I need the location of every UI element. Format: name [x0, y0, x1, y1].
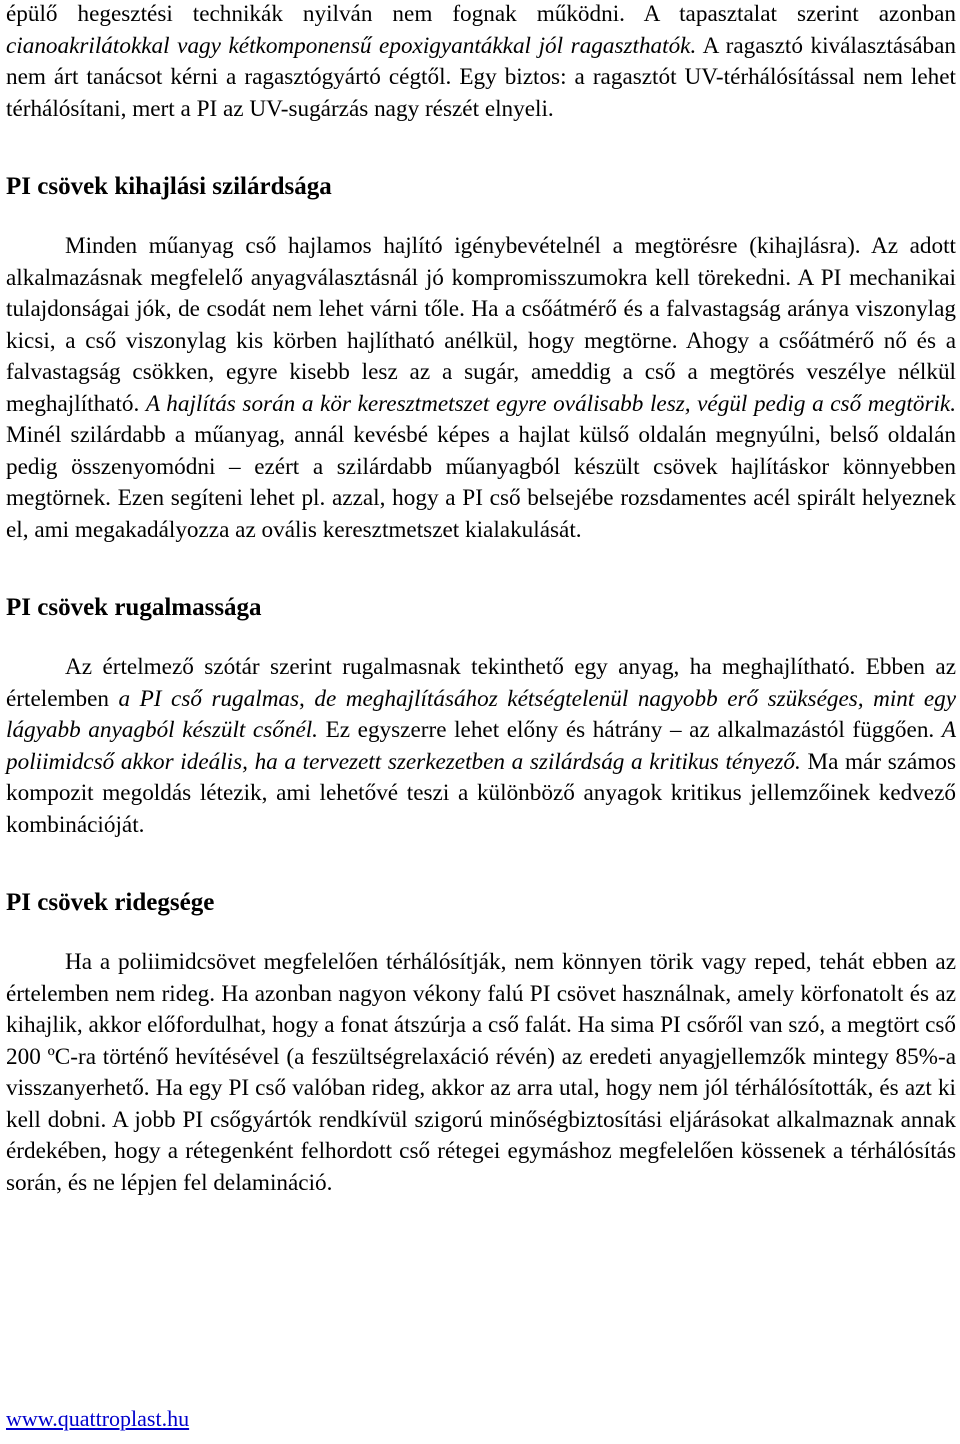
elasticity-text-end: Ma már számos kompozit megoldás létezik, ami lehetővé teszi a különböző anyagok kritikus jellemzőinek kedvező kombinációját. — [6, 748, 956, 838]
document-page — [6, 0, 956, 1199]
intro-text: épülő hegesztési technikák nyilván nem fognak működni. A tapasztalat szerint azonban — [6, 1, 956, 27]
heading-brittleness: PI csövek ridegsége — [6, 889, 215, 916]
elasticity-italic-text-2: A poliimidcső akkor ideális, ha a tervezett szerkezetben a szilárdság a kritikus tényező. — [6, 717, 956, 775]
footer-website-link[interactable]: www.quattroplast.hu — [6, 1406, 190, 1431]
brittleness-text: Ha a poliimidcsövet megfelelően térhálósítják, nem könnyen törik vagy reped, tehát ebben az értelemben nem rideg. Ha azonban nagyon vékony falú PI csövet használnak, amely körfonatolt és az kihajlik, akkor előfordulhat, hogy a fonat átszúrja a cső falát. Ha sima PI csőről van szó, a megtört cső 200 ºC-ra történő hevítésével (a feszültségrelaxáció révén) az eredeti anyagjellemzők mintegy 85%-a visszanyerhető. Ha egy PI cső valóban rideg, akkor az arra utal, hogy nem jól térhálósították, és azt ki kell dobni. A jobb PI csőgyártók rendkívül szigorú minőségbiztosítási eljárásokat alkalmaznak annak érdekében, hogy a rétegenként felhordott cső rétegei egymáshoz megfelelően kössenek a térhálósítás során, és ne lépjen fel delamináció. — [6, 949, 956, 1196]
elasticity-italic-text: a PI cső rugalmas, de meghajlításához kétségtelenül nagyobb erő szükséges, mint egy lágyabb anyagból készült csőnél. — [6, 685, 956, 743]
heading-elasticity: PI csövek rugalmassága — [6, 594, 262, 621]
buckling-italic-text: A hajlítás során a kör keresztmetszet egyre oválisabb lesz, végül pedig a cső megtörik. — [145, 390, 956, 417]
brittleness-paragraph — [6, 947, 956, 1199]
intro-text-cont: A ragasztó kiválasztásában nem árt tanácsot kérni a ragasztógyártó cégtől. Egy biztos: a ragasztót UV-térhálósítással nem lehet térhálósítani, mert a PI az UV-sugárzás nagy részét elnyeli. — [6, 32, 957, 122]
intro-paragraph — [6, 0, 956, 125]
elasticity-text-cont: Ez egyszerre lehet előny és hátrány – az alkalmazástól függően. — [317, 717, 942, 743]
buckling-paragraph — [6, 231, 956, 546]
buckling-text: Minden műanyag cső hajlamos hajlító igénybevételnél a megtörésre (kihajlásra). Az adott alkalmazásnak megfelelő anyagválasztásnál jó kompromisszumokra kell törekedni. A PI mechanikai tulajdonságai jók, de csodát nem lehet várni tőle. Ha a csőátmérő és a falvastagság aránya viszonylag kicsi, a cső viszonylag kis körben hajlítható anélkül, hogy megtörne. Ahogy a csőátmérő nő és a falvastagság csökken, egyre kisebb lesz az a sugár, ameddig a cső a megtörés veszélye nélkül meghajlítható. — [6, 233, 956, 417]
elasticity-text: Az értelmező szótár szerint rugalmasnak tekinthető egy anyag, ha meghajlítható. Ebben az értelemben — [6, 654, 956, 712]
buckling-text-cont: Minél szilárdabb a műanyag, annál kevésbé képes a hajlat külső oldalán megnyúlni, belső oldalán pedig összenyomódni – ezért a szilárdabb műanyagból készült csövek hajlításkor könnyebben megtörnek. Ezen segíteni lehet pl. azzal, hogy a PI cső belsejébe rozsdamentes acél spirált helyeznek el, ami megakadályozza az ovális keresztmetszet kialakulását. — [6, 422, 956, 543]
elasticity-paragraph — [6, 652, 956, 841]
heading-buckling: PI csövek kihajlási szilárdsága — [6, 173, 332, 200]
intro-italic-text: cianoakrilátokkal vagy kétkomponensű epoxigyantákkal jól ragaszthatók. — [6, 32, 697, 59]
